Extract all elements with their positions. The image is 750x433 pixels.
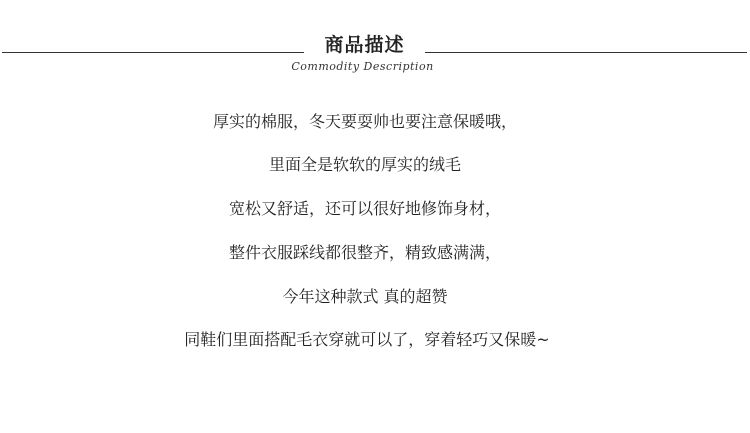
description-line: 整件衣服踩线都很整齐，精致感满满， <box>228 243 501 262</box>
section-subtitle: Commodity Description <box>291 60 434 73</box>
description-line: 里面全是软软的厚实的绒毛 <box>268 155 461 174</box>
description-line: 宽松又舒适，还可以很好地修饰身材， <box>228 199 501 218</box>
description-line: 今年这种款式 真的超赞 <box>282 287 448 306</box>
header-left-divider <box>2 52 304 53</box>
description-line: 同鞋们里面搭配毛衣穿就可以了，穿着轻巧又保暖~ <box>184 330 550 349</box>
header-right-divider <box>425 52 747 53</box>
section-title: 商品描述 <box>324 34 405 56</box>
description-line: 厚实的棉服，冬天要耍帅也要注意保暖哦， <box>212 112 517 131</box>
